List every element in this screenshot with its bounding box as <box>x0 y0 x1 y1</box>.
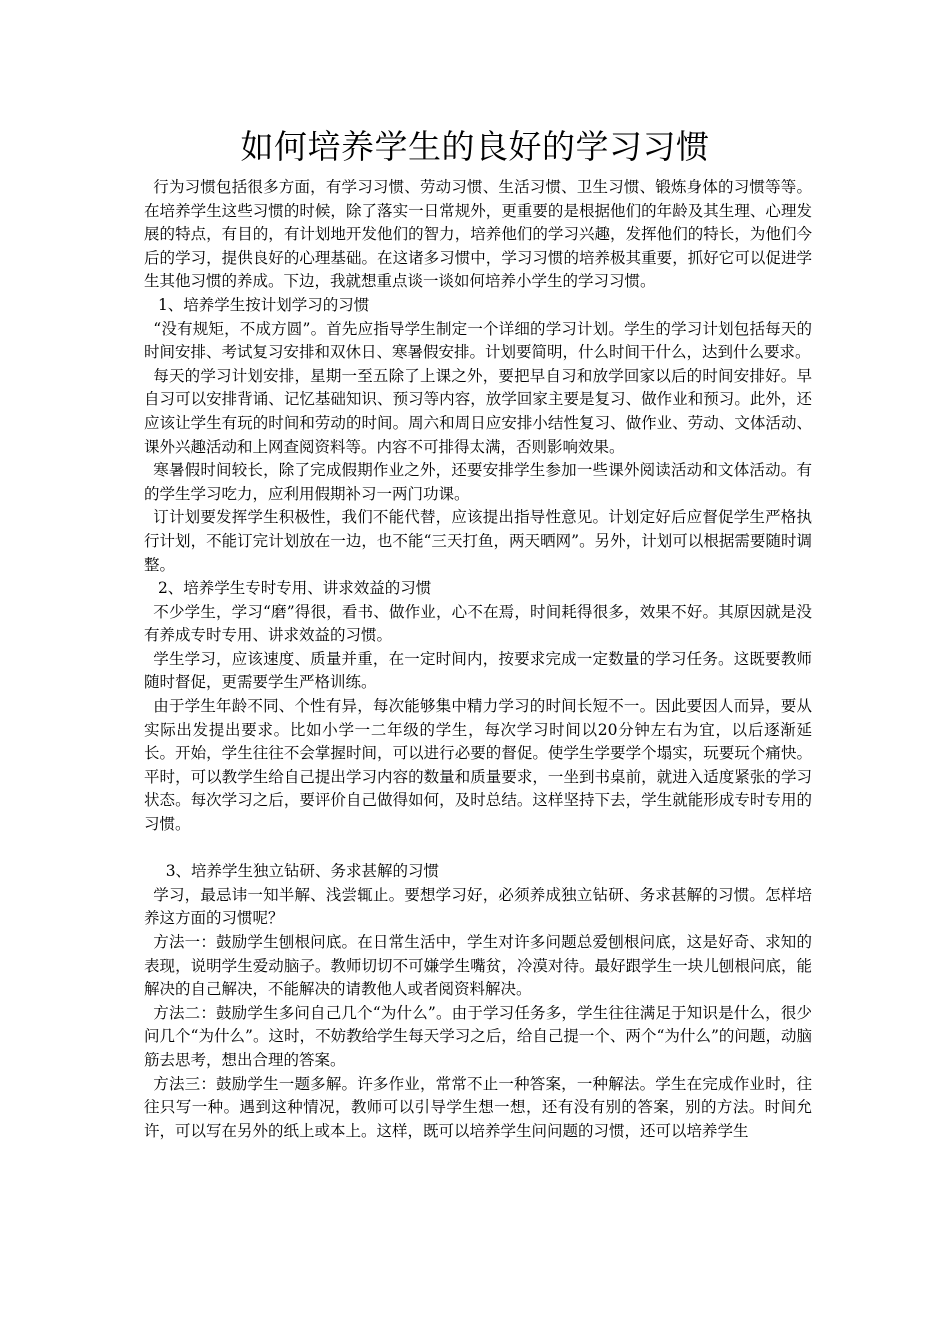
page-title: 如何培养学生的良好的学习习惯 <box>240 127 710 166</box>
body-paragraph: 每天的学习计划安排，星期一至五除了上课之外，要把早自习和放学回家以后的时间安排好。早自习可以安排背诵、记忆基础知识、预习等内容，放学回家主要是复习、做作业和预习。此外，还应该让学生有玩的时间和劳动的时间。周六和周日应安排小结性复习、做作业、劳动、文体活动、课外兴趣活动和上网查阅资料等。内容不可排得太满，否则影响效果。 <box>144 366 812 456</box>
section-heading: 3、培养学生独立钻研、务求甚解的习惯 <box>165 862 440 881</box>
body-paragraph: 学习，最忌讳一知半解、浅尝辄止。要想学习好，必须养成独立钻研、务求甚解的习惯。怎样培养这方面的习惯呢？ <box>144 885 812 928</box>
body-paragraph: 不少学生，学习“磨”得很，看书、做作业，心不在焉，时间耗得很多，效果不好。其原因就是没有养成专时专用、讲求效益的习惯。 <box>144 602 812 645</box>
section-heading: 1、培养学生按计划学习的习惯 <box>157 295 370 314</box>
section-heading: 2、培养学生专时专用、讲求效益的习惯 <box>157 579 432 598</box>
body-paragraph: “没有规矩，不成方圆”。首先应指导学生制定一个详细的学习计划。学生的学习计划包括每天的时间安排、考试复习安排和双休日、寒暑假安排。计划要简明，什么时间干什么，达到什么要求。 <box>144 319 812 362</box>
body-paragraph: 由于学生年龄不同、个性有异，每次能够集中精力学习的时间长短不一。因此要因人而异，要从实际出发提出要求。比如小学一二年级的学生，每次学习时间以20分钟左右为宜，以后逐渐延长。开始，学生往往不会掌握时间，可以进行必要的督促。使学生学要学个塌实，玩要玩个痛快。平时，可以教学生给自己提出学习内容的数量和质量要求，一坐到书桌前，就进入适度紧张的学习状态。每次学习之后，要评价自己做得如何，及时总结。这样坚持下去，学生就能形成专时专用的习惯。 <box>144 697 812 834</box>
intro-paragraph: 行为习惯包括很多方面，有学习习惯、劳动习惯、生活习惯、卫生习惯、锻炼身体的习惯等等。在培养学生这些习惯的时候，除了落实一日常规外，更重要的是根据他们的年龄及其生理、心理发展的特点，有目的，有计划地开发他们的智力，培养他们的学习兴趣，发挥他们的特长，为他们今后的学习，提供良好的心理基础。在这诸多习惯中，学习习惯的培养极其重要，抓好它可以促进学生其他习惯的养成。下边，我就想重点谈一谈如何培养小学生的学习习惯。 <box>144 178 812 291</box>
document-body <box>144 176 812 1143</box>
body-paragraph: 方法一：鼓励学生刨根问底。在日常生活中，学生对许多问题总爱刨根问底，这是好奇、求知的表现，说明学生爱动脑子。教师切切不可嫌学生嘴贫，冷漠对待。最好跟学生一块儿刨根问底，能解决的自己解决，不能解决的请教他人或者阅资料解决。 <box>144 933 812 999</box>
body-paragraph: 学生学习，应该速度、质量并重，在一定时间内，按要求完成一定数量的学习任务。这既要教师随时督促，更需要学生严格训练。 <box>144 649 812 692</box>
body-paragraph: 订计划要发挥学生积极性，我们不能代替，应该提出指导性意见。计划定好后应督促学生严格执行计划，不能订完计划放在一边，也不能“三天打鱼，两天晒网”。另外，计划可以根据需要随时调整。 <box>144 508 812 574</box>
body-paragraph: 方法二：鼓励学生多问自己几个“为什么”。由于学习任务多，学生往往满足于知识是什么，很少问几个“为什么”。这时，不妨教给学生每天学习之后，给自己提一个、两个“为什么”的问题，动脑筋去思考，想出合理的答案。 <box>144 1003 812 1069</box>
blank-line <box>144 837 812 861</box>
body-paragraph: 方法三：鼓励学生一题多解。许多作业，常常不止一种答案，一种解法。学生在完成作业时，往往只写一种。遇到这种情况，教师可以引导学生想一想，还有没有别的答案，别的方法。时间允许，可以写在另外的纸上或本上。这样，既可以培养学生问问题的习惯，还可以培养学生 <box>144 1074 812 1140</box>
body-paragraph: 寒暑假时间较长，除了完成假期作业之外，还要安排学生参加一些课外阅读活动和文体活动。有的学生学习吃力，应利用假期补习一两门功课。 <box>144 461 812 503</box>
